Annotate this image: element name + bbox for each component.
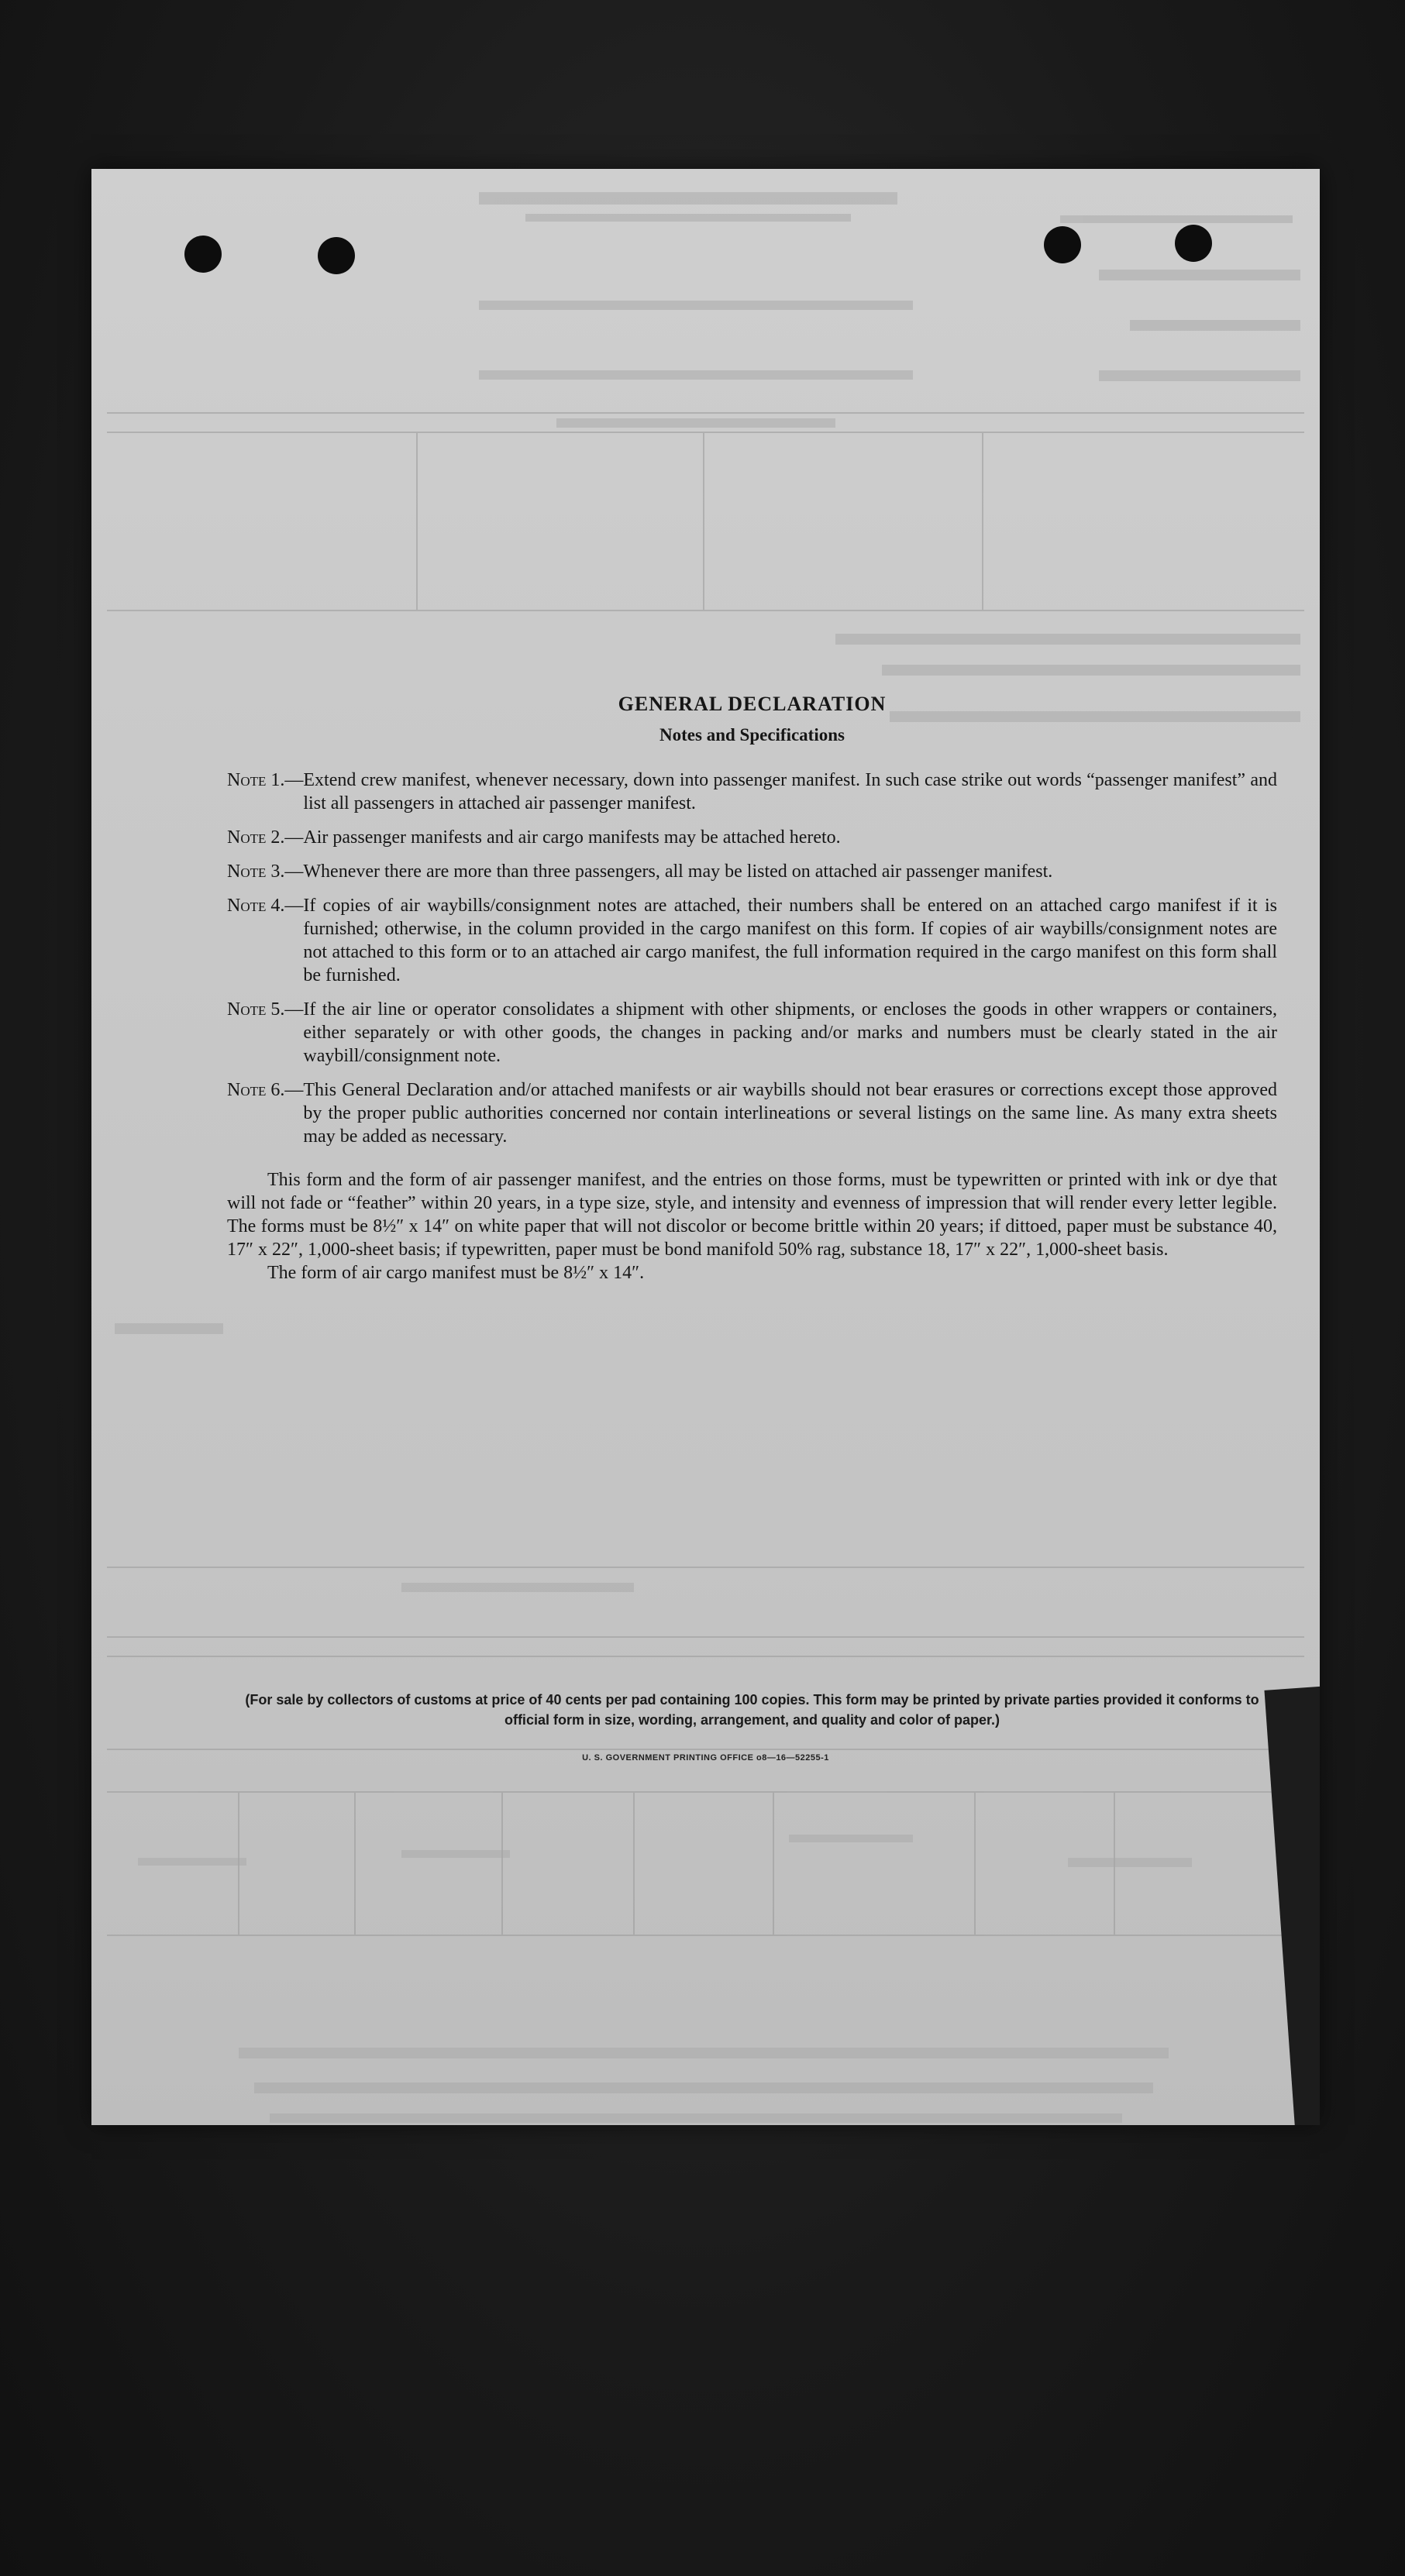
note-text: Extend crew manifest, whenever necessary, down into passenger manifest. In such case strike out words “passenger manifest” and list all passengers in attached air passenger manifest. (303, 770, 1277, 813)
note-label: Note 1.— (227, 770, 304, 790)
note-5 (227, 998, 1277, 1068)
punch-hole-3 (1044, 226, 1081, 263)
note-text: Whenever there are more than three passengers, all may be listed on attached air passenger manifest. (303, 862, 1053, 882)
note-text: Air passenger manifests and air cargo manifests may be attached hereto. (303, 827, 841, 848)
punch-hole-4 (1175, 225, 1212, 262)
note-3 (227, 860, 1277, 883)
document-subtitle: Notes and Specifications (659, 725, 845, 745)
punch-hole-2 (318, 237, 355, 274)
note-6 (227, 1078, 1277, 1148)
punch-hole-1 (184, 236, 222, 273)
note-2 (227, 826, 1277, 849)
note-text: If the air line or operator consolidates a shipment with other shipments, or encloses the goods in other wrappers or containers, either separately or with other goods, the changes in packing and/or marks and numbers must be clearly stated in the air waybill/consignment note. (303, 999, 1277, 1066)
note-4 (227, 894, 1277, 987)
note-label: Note 5.— (227, 999, 304, 1020)
note-label: Note 2.— (227, 827, 304, 848)
note-label: Note 6.— (227, 1080, 304, 1100)
paragraph-last-line: The form of air cargo manifest must be 8½″ x 14″. (267, 1263, 645, 1283)
note-1 (227, 769, 1277, 815)
note-label: Note 3.— (227, 862, 304, 882)
document-page (91, 169, 1320, 2125)
sale-notice: (For sale by collectors of customs at price of 40 cents per pad containing 100 copies. This form may be printed by private parties provided it conforms to official form in size, wording, arrangement, and quality and color of paper.) (245, 1692, 1259, 1728)
printing-office-line: U. S. GOVERNMENT PRINTING OFFICE o8—16—52255-1 (582, 1753, 829, 1763)
form-specification-paragraph (227, 1168, 1277, 1285)
note-text: If copies of air waybills/consignment notes are attached, their numbers shall be entered on an attached cargo manifest if it is furnished; otherwise, in the column provided in the cargo manifest on this form. If copies of air waybills/consignment notes are not attached to this form or to an attached air cargo manifest, the full information required in the cargo manifest on this form shall be furnished. (303, 896, 1277, 985)
paragraph-text: This form and the form of air passenger manifest, and the entries on those forms, must be typewritten or printed with ink or dye that will not fade or “feather” within 20 years, in a type size, style, and intensity and evenness of impression that will render every letter legible. The forms must be 8½″ x 14″ on white paper that will not discolor or become brittle within 20 years; if dittoed, paper must be substance 40, 17″ x 22″, 1,000-sheet basis; if typewritten, paper must be bond manifold 50% rag, substance 18, 17″ x 22″, 1,000-sheet basis. (227, 1170, 1277, 1260)
notes-and-specifications (227, 693, 1277, 1285)
document-title: GENERAL DECLARATION (618, 693, 887, 715)
note-text: This General Declaration and/or attached manifests or air waybills should not bear erasures or corrections except those approved by the proper public authorities concerned nor contain interlineations or several listings on the same line. As many extra sheets may be added as necessary. (303, 1080, 1277, 1147)
note-label: Note 4.— (227, 896, 304, 916)
